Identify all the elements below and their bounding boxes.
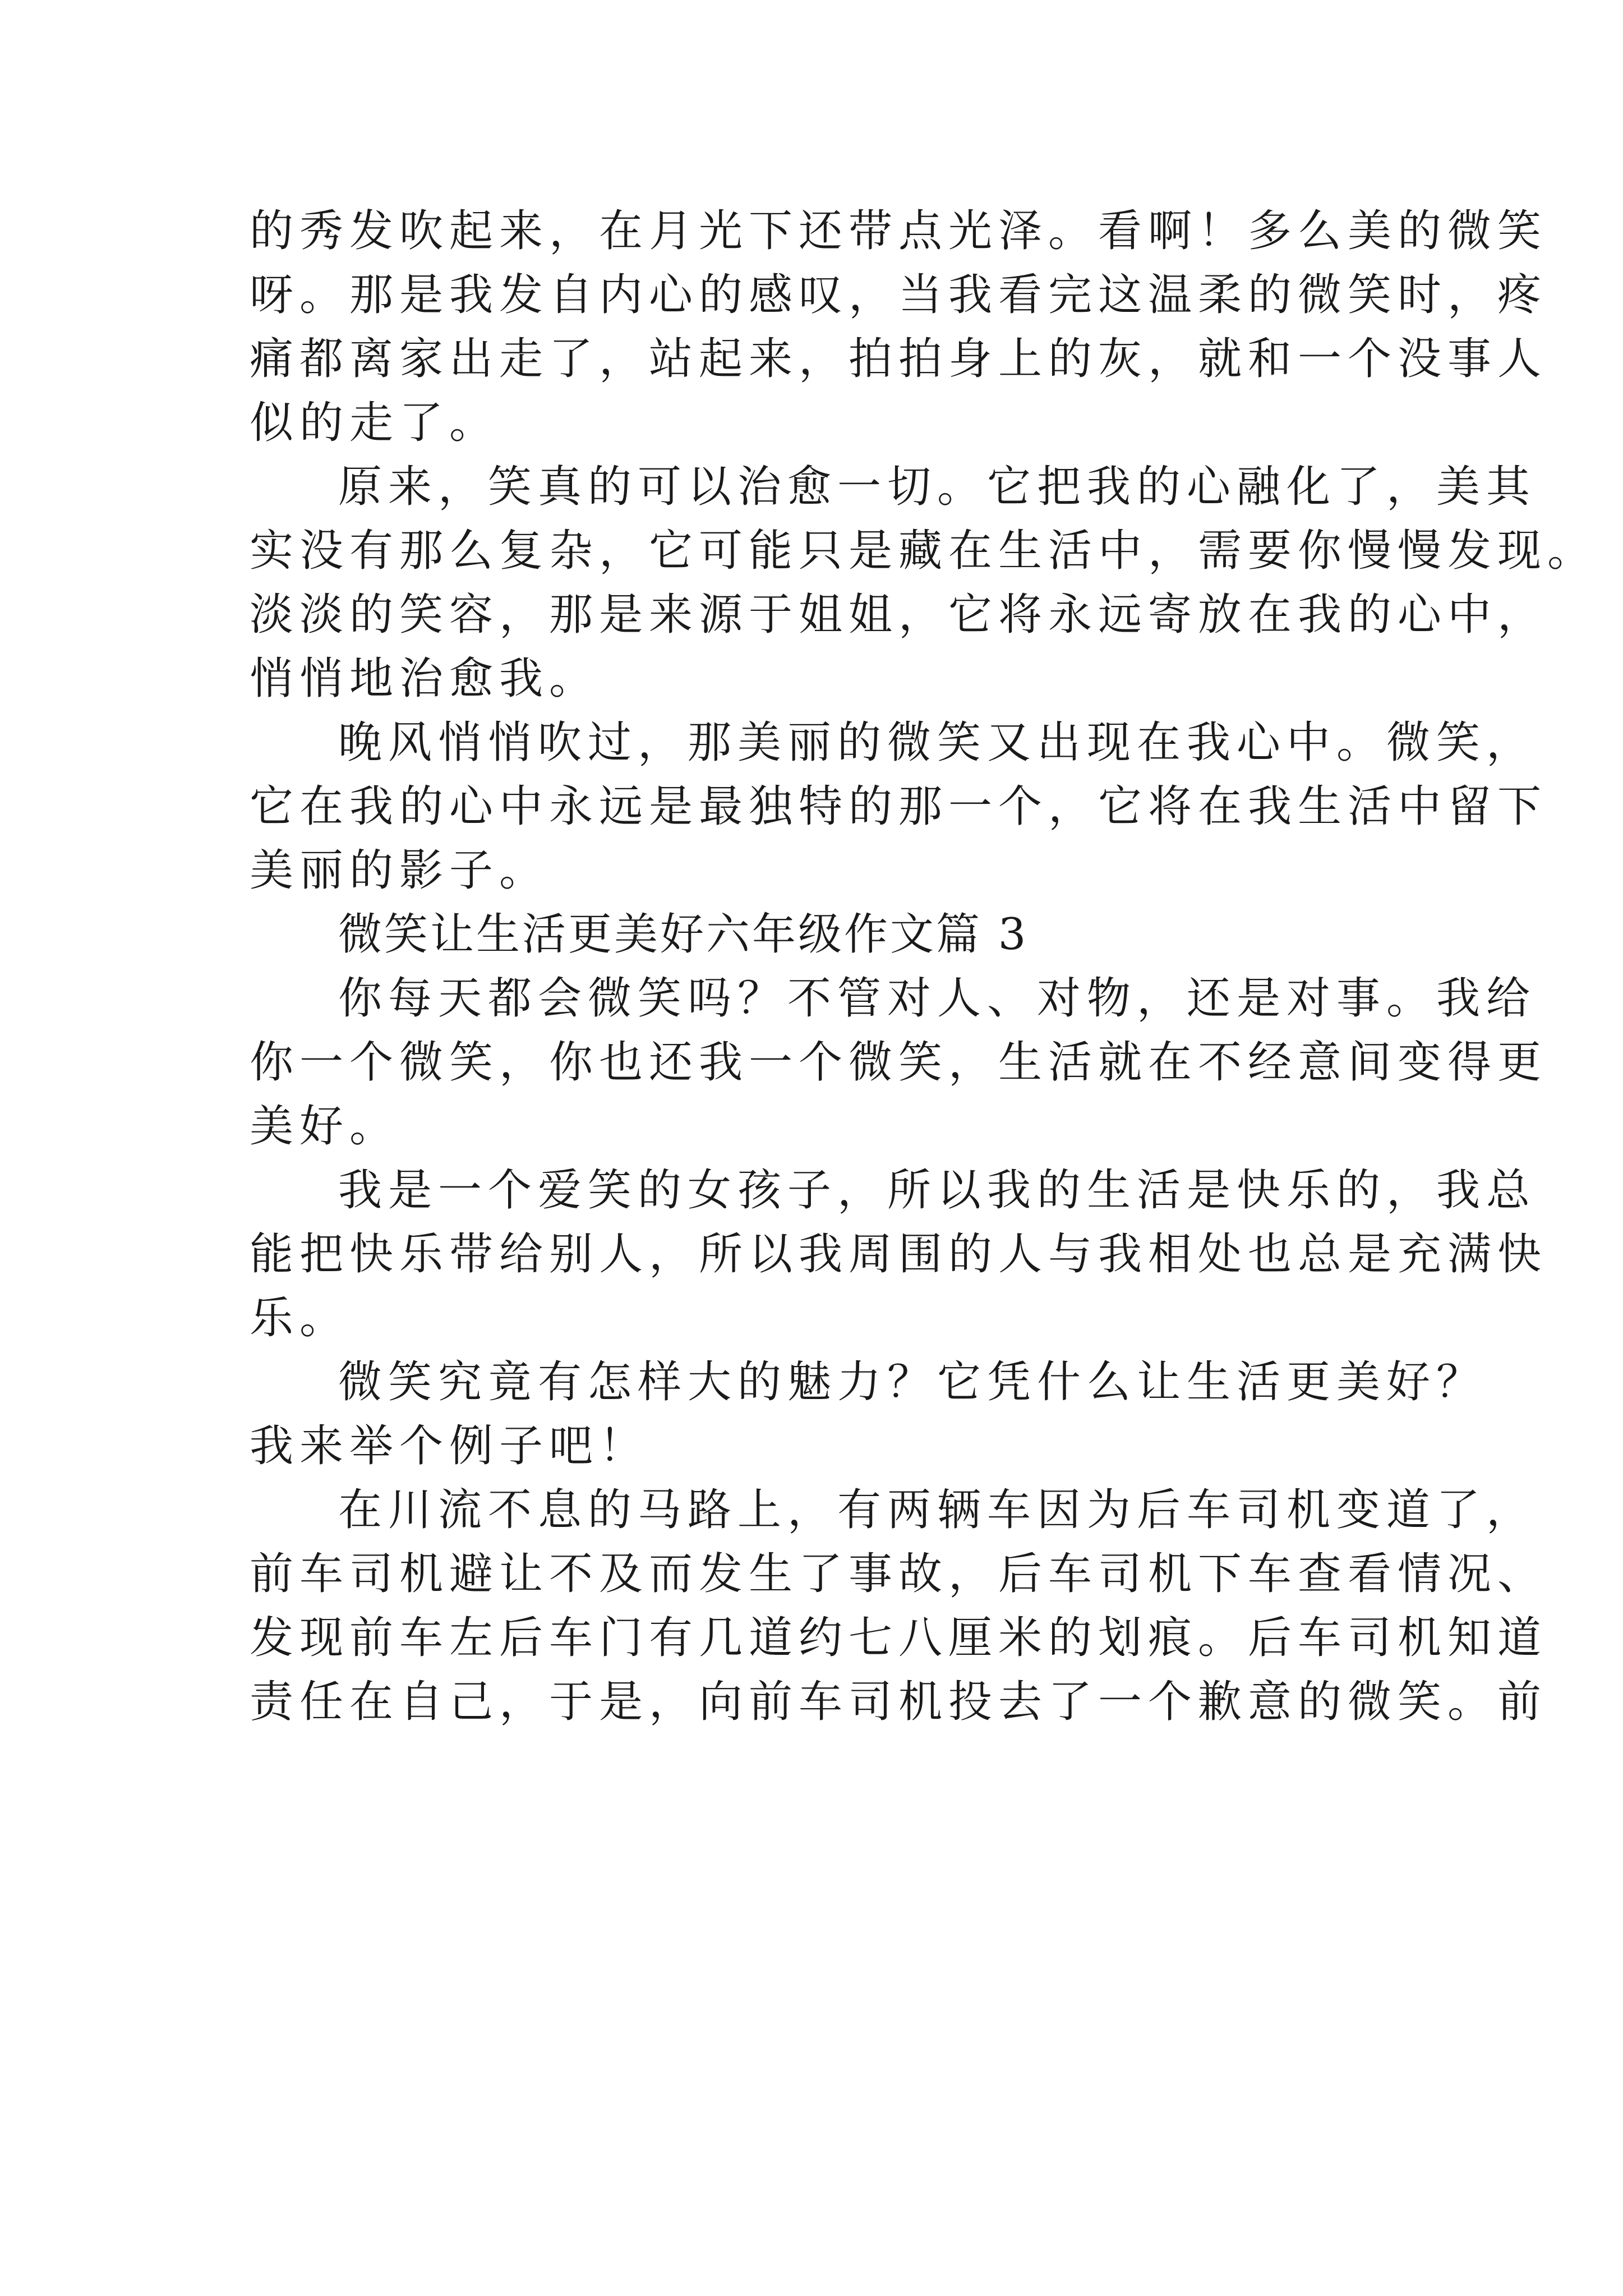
text-line: 悄悄地治愈我。 <box>250 654 600 704</box>
text-line: 美好。 <box>250 1101 400 1152</box>
paragraph-start-line: 在川流不息的马路上，有两辆车因为后车司机变道了， <box>338 1485 1537 1535</box>
text-line: 我来举个例子吧！ <box>250 1421 649 1471</box>
paragraph-start-line: 微笑究竟有怎样大的魅力？它凭什么让生活更美好？ <box>338 1357 1487 1407</box>
text-line: 似的走了。 <box>250 398 500 448</box>
text-line: 淡淡的笑容，那是来源于姐姐，它将永远寄放在我的心中， <box>250 590 1548 640</box>
text-line: 乐。 <box>250 1293 350 1343</box>
text-line: 实没有那么复杂，它可能只是藏在生活中，需要你慢慢发现。 <box>250 526 1598 576</box>
paragraph-start-line: 晚风悄悄吹过，那美丽的微笑又出现在我心中。微笑， <box>338 717 1537 768</box>
text-line: 痛都离家出走了，站起来，拍拍身上的灰，就和一个没事人 <box>250 334 1548 384</box>
text-line: 能把快乐带给别人，所以我周围的人与我相处也总是充满快 <box>250 1229 1548 1280</box>
section-heading: 微笑让生活更美好六年级作文篇 3 <box>338 909 1029 960</box>
text-line: 的秀发吹起来，在月光下还带点光泽。看啊！多么美的微笑 <box>250 206 1548 256</box>
text-line: 责任在自己，于是，向前车司机投去了一个歉意的微笑。前 <box>250 1677 1548 1727</box>
text-line: 发现前车左后车门有几道约七八厘米的划痕。后车司机知道 <box>250 1613 1548 1663</box>
document-body <box>250 199 1598 1734</box>
text-line: 美丽的影子。 <box>250 845 550 896</box>
paragraph-start-line: 你每天都会微笑吗？不管对人、对物，还是对事。我给 <box>338 973 1537 1024</box>
text-line: 呀。那是我发自内心的感叹，当我看完这温柔的微笑时，疼 <box>250 270 1548 320</box>
paragraph-start-line: 我是一个爱笑的女孩子，所以我的生活是快乐的，我总 <box>338 1165 1537 1216</box>
text-line: 前车司机避让不及而发生了事故，后车司机下车查看情况、 <box>250 1549 1548 1599</box>
text-line: 你一个微笑，你也还我一个微笑，生活就在不经意间变得更 <box>250 1037 1548 1088</box>
text-line: 它在我的心中永远是最独特的那一个，它将在我生活中留下 <box>250 781 1548 832</box>
paragraph-start-line: 原来，笑真的可以治愈一切。它把我的心融化了，美其 <box>338 462 1537 512</box>
